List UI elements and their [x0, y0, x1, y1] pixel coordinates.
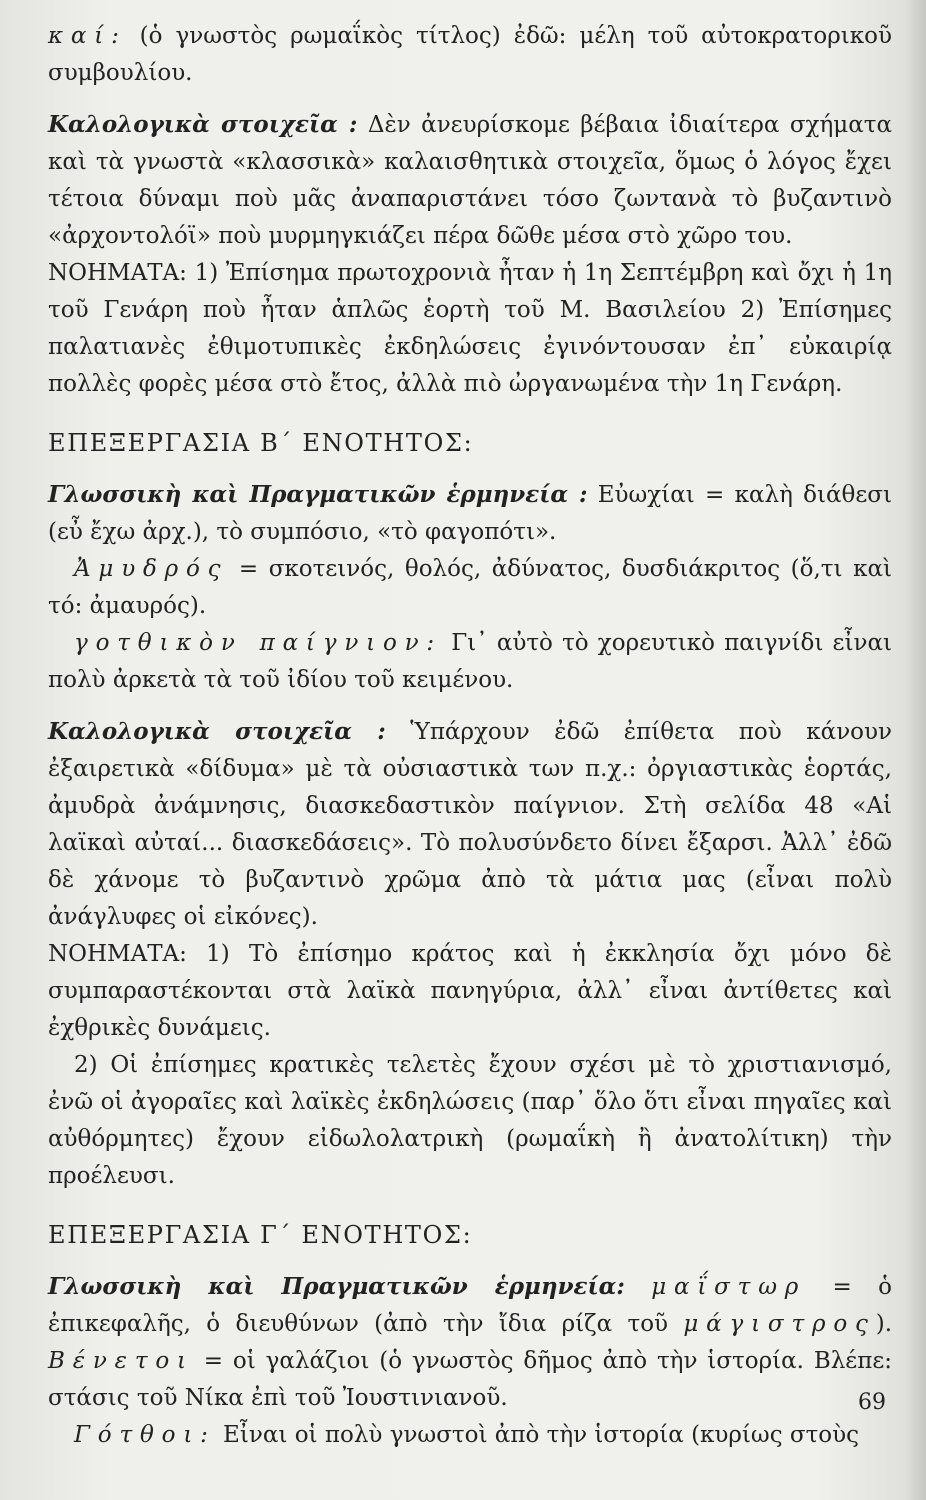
entry-gotthikon: γοτθικὸν παίγνιον: Γι᾽ αὐτὸ τὸ χορευτικὸ παιγνίδι εἶναι πολὺ ἀρκετὰ τὰ τοῦ ἰδίου τοῦ κειμένου. [48, 630, 893, 693]
heading-epexergasia-g: ΕΠΕΞΕΡΓΑΣΙΑ Γ΄ ΕΝΟΤΗΤΟΣ: [48, 1221, 473, 1249]
page-number: 69 [858, 1390, 886, 1415]
section-glossiki-1: Γλωσσικὴ καὶ Πραγματικῶν ἑρμηνεία : Εὐωχίαι = καλὴ διάθεσι (εὖ ἔχω ἀρχ.), τὸ συμπόσιο, «τὸ φαγοπότι». [48, 481, 892, 545]
page-edge-shadow [904, 0, 926, 1500]
section-noimata-1: ΝΟΗΜΑΤΑ: 1) Ἐπίσημα πρωτοχρονιὰ ἦταν ἡ 1η Σεπτέμβρη καὶ ὄχι ἡ 1η τοῦ Γενάρη ποὺ ἦταν ἁπλῶς ἑορτὴ τοῦ Μ. Βασιλείου 2) Ἐπίσημες παλατιανὲς ἐθιμοτυπικὲς ἐκδηλώσεις ἐγινόντουσαν ἐπ᾽ εὐκαιρίᾳ πολλὲς φορὲς μέσα στὸ ἔτος, ἀλλὰ πιὸ ὠργανωμένα τὴν 1η Γενάρη. [48, 260, 892, 397]
entry-amydros: Ἀμυδρός = σκοτεινός, θολός, ἀδύνατος, δυσδιάκριτος (ὅ,τι καὶ τό: ἀμαυρός). [48, 556, 893, 619]
section-kalologika-2: Καλολογικὰ στοιχεῖα : Ὑπάρχουν ἐδῶ ἐπίθετα ποὺ κάνουν ἐξαιρετικὰ «δίδυμα» μὲ τὰ οὐσιαστικὰ των π.χ.: ὀργιαστικὰς ἑορτάς, ἀμυδρὰ ἀνάμνησις, διασκεδαστικὸν παίγνιον. Στὴ σελίδα 48 «Αἱ λαϊκαὶ αὐταί... διασκεδάσεις». Τὸ πολυσύνδετο δίνει ἔξαρσι. Ἀλλ᾽ ἐδῶ δὲ χάνομε τὸ βυζαντινὸ χρῶμα ἀπὸ τὰ μάτια μας (εἶναι πολὺ ἀνάγλυφες οἱ εἰκόνες). [48, 718, 892, 930]
section-noimata-2: ΝΟΗΜΑΤΑ: 1) Τὸ ἐπίσημο κράτος καὶ ἡ ἐκκλησία ὄχι μόνο δὲ συμπαραστέκονται στὰ λαϊκὰ πανηγύρια, ἀλλ᾽ εἶναι ἀντίθετες καὶ ἐχθρικὲς δυνάμεις. [48, 941, 892, 1041]
section-kalologika-1: Καλολογικὰ στοιχεῖα : Δὲν ἀνευρίσκομε βέβαια ἰδιαίτερα σχήματα καὶ τὰ γνωστὰ «κλασσικὰ» καλαισθητικὰ στοιχεῖα, ὅμως ὁ λόγος ἔχει τέτοια δύναμι ποὺ μᾶς ἀναπαριστάνει τόσο ζωντανὰ τὸ βυζαντινὸ «ἀρχοντολόϊ» ποὺ μυρμηγκιάζει πέρα δῶθε μέσα στὸ χῶρο του. [48, 111, 892, 249]
term-kai: καί: [48, 23, 127, 49]
line-kai: καί: (ὁ γνωστὸς ρωμαΐκὸς τίτλος) ἐδῶ: μέλη τοῦ αὐτοκρατορικοῦ συμβουλίου. [48, 23, 892, 86]
noimata-2-item-2: 2) Οἱ ἐπίσημες κρατικὲς τελετὲς ἔχουν σχέσι μὲ τὸ χριστιανισμό, ἐνῶ οἱ ἀγοραῖες καὶ λαϊκὲς ἐκδηλώσεις (παρ᾽ ὅλο ὅτι εἶναι πηγαῖες καὶ αὐθόρμητες) ἔχουν εἰδωλολατρικὴ (ρωμαΐκὴ ἢ ἀνατολίτικη) τὴν προέλευσι. [48, 1052, 892, 1189]
section-glossiki-2: Γλωσσικὴ καὶ Πραγματικῶν ἑρμηνεία: μαΐστωρ = ὁ ἐπικεφαλῆς, ὁ διευθύνων (ἀπὸ τὴν ἴδια ρίζα τοῦ μάγιστρος). Βένετοι = οἱ γαλάζιοι (ὁ γνωστὸς δῆμος ἀπὸ τὴν ἱστορία. Βλέπε: στάσις τοῦ Νίκα ἐπὶ τοῦ Ἰουστινιανοῦ. [48, 1273, 893, 1411]
entry-gotthoi: Γότθοι: Εἶναι οἱ πολὺ γνωστοὶ ἀπὸ τὴν ἱστορία (κυρίως στοὺς [74, 1422, 860, 1448]
heading-epexergasia-b: ΕΠΕΞΕΡΓΑΣΙΑ Β΄ ΕΝΟΤΗΤΟΣ: [48, 429, 474, 457]
